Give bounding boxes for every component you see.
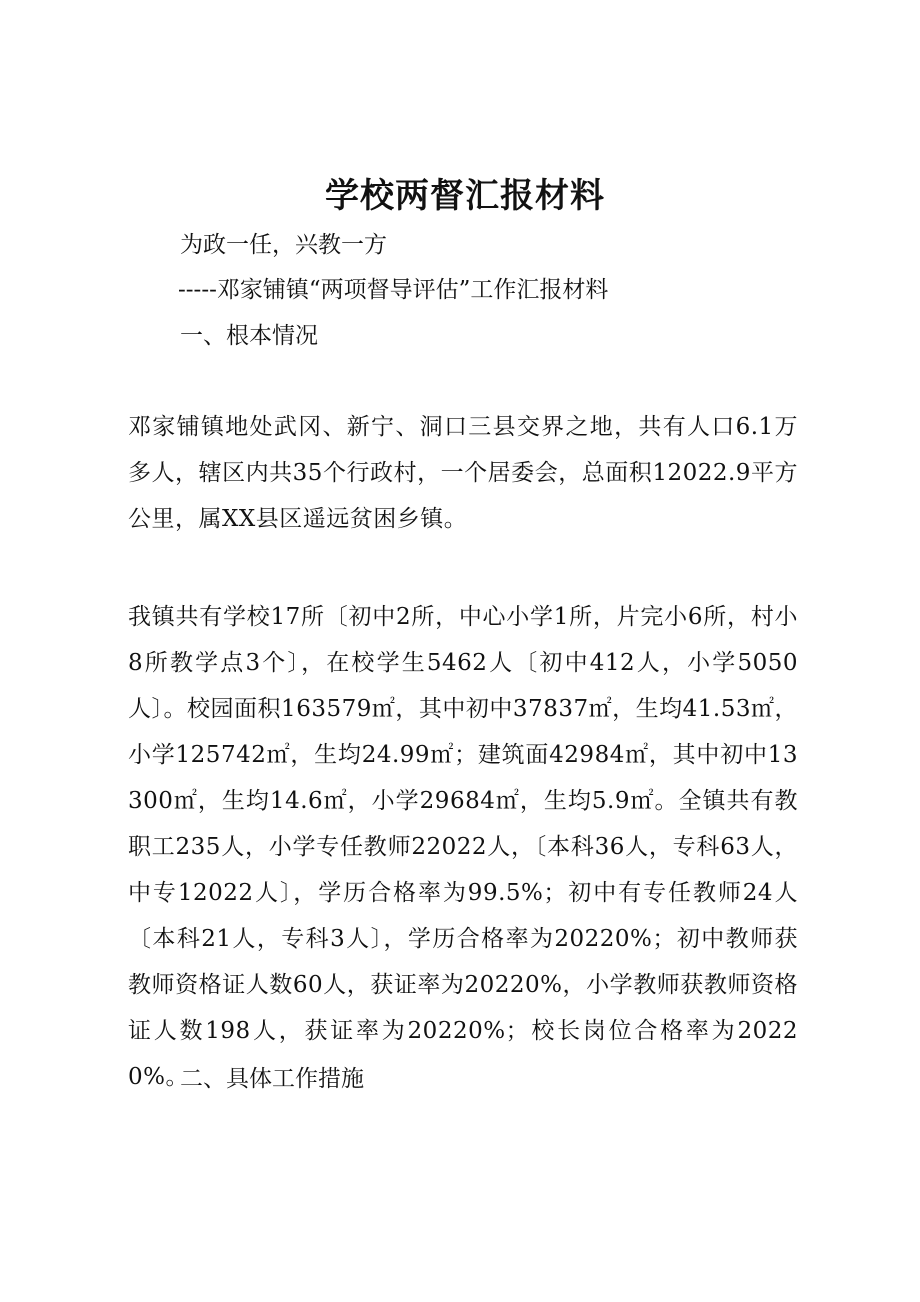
paragraph-town-overview: 邓家铺镇地处武冈、新宁、洞口三县交界之地，共有人口6.1万多人，辖区内共35个行政村，一个居委会，总面积12022.9平方公里，属XX县区遥远贫困乡镇。	[128, 414, 798, 532]
paragraph-school-statistics: 我镇共有学校17所〔初中2所，中心小学1所，片完小6所，村小8所教学点3个〕，在校学生5462人〔初中412人，小学5050人〕。校园面积163579㎡，其中初中37837㎡，生均41.53㎡，小学125742㎡，生均24.99㎡；建筑面42984㎡，其中初中13300㎡，生均14.6㎡，小学29684㎡，生均5.9㎡。全镇共有教职工235人，小学专任教师22022人，〔本科36人，专科63人，中专12022人〕，学历合格率为99.5%；初中有专任教师24人〔本科21人，专科3人〕，学历合格率为20220%；初中教师获教师资格证人数60人，获证率为20220%，小学教师获教师资格证人数198人，获证率为20220%；校长岗位合格率为20220%。	[128, 604, 798, 1090]
section-heading-basic-situation: 一、根本情况	[180, 323, 318, 349]
document-subheading: -----邓家铺镇“两项督导评估”工作汇报材料	[178, 277, 609, 303]
document-subtitle: 为政一任，兴教一方	[180, 232, 387, 258]
section-heading-work-measures: 二、具体工作措施	[180, 1066, 364, 1092]
document-title: 学校两督汇报材料	[325, 176, 605, 216]
